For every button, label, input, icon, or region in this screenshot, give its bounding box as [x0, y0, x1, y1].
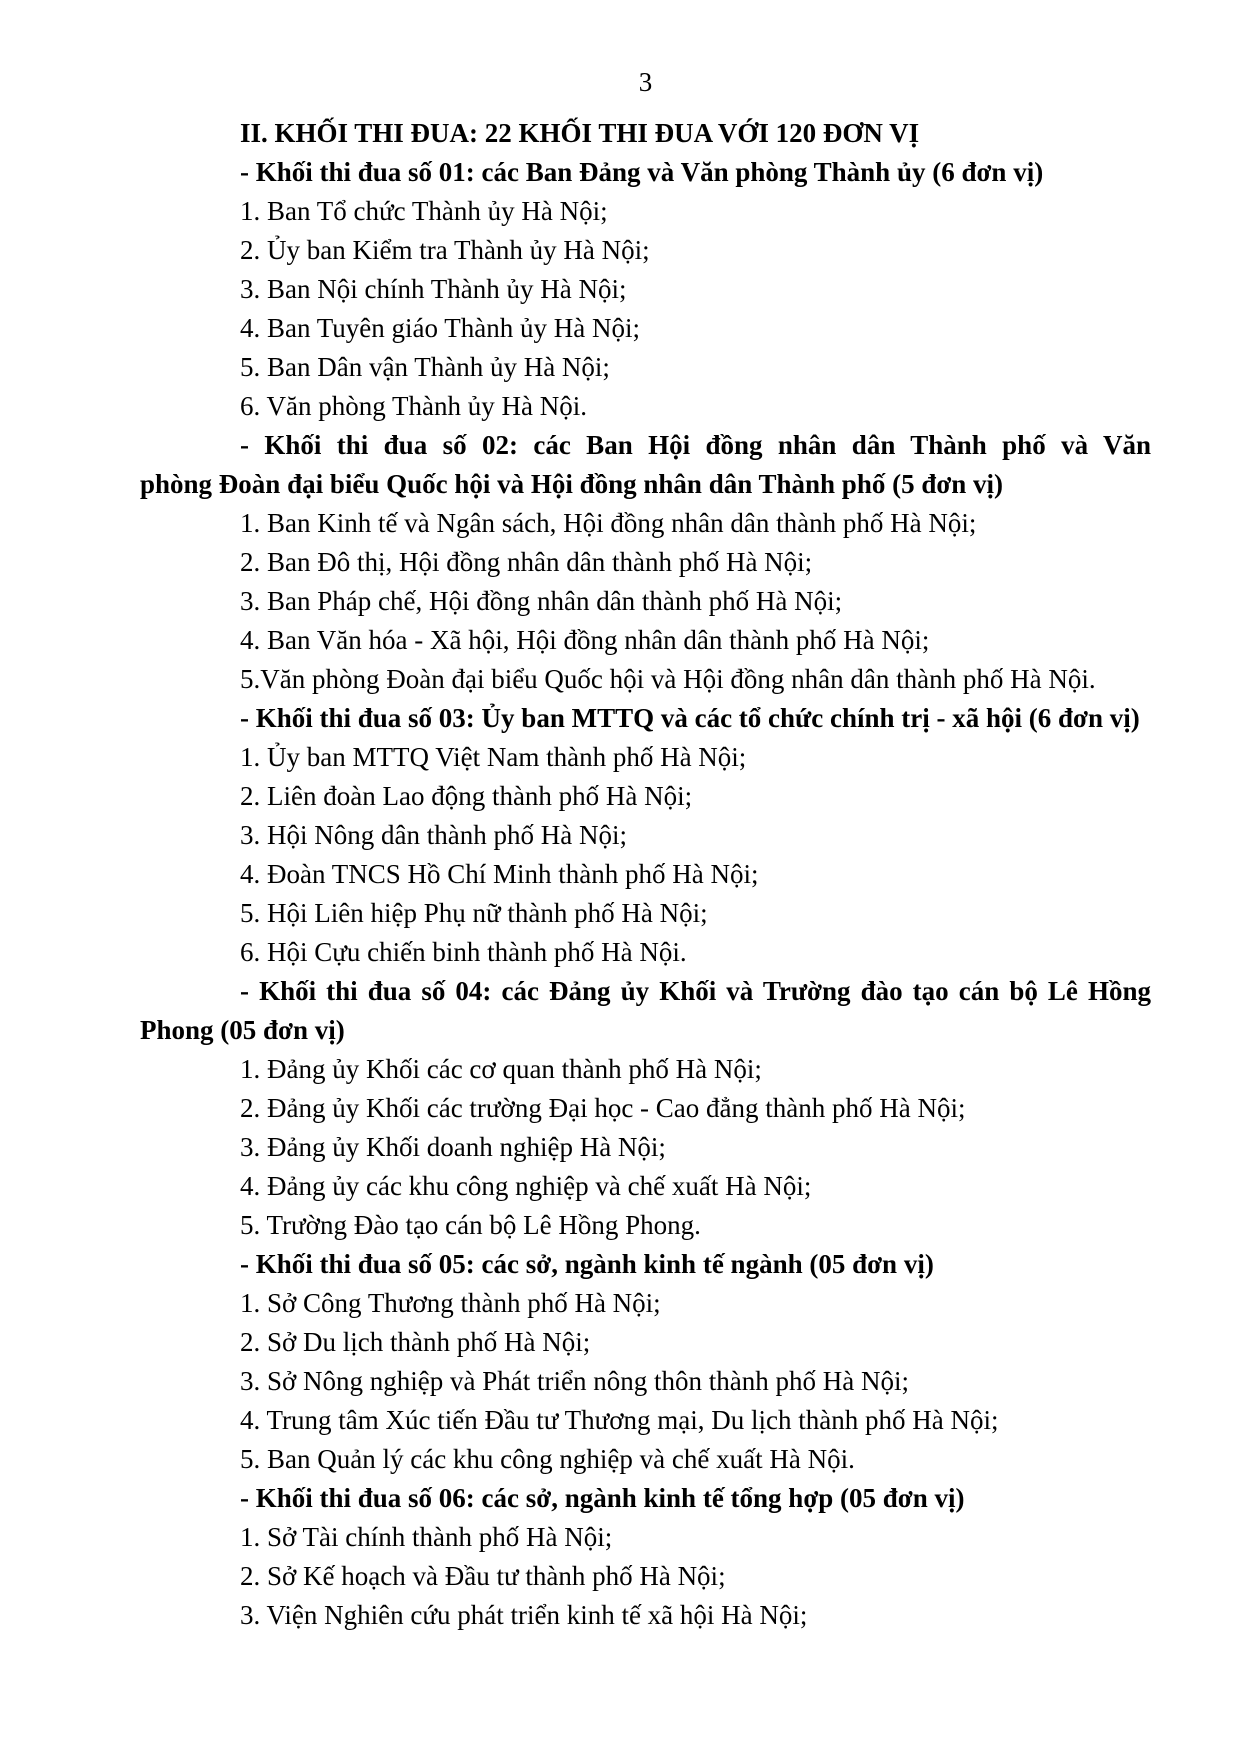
list-item: [140, 1167, 1151, 1206]
page-number: 3: [638, 67, 653, 97]
section-heading: [140, 153, 1151, 192]
list-item: [140, 1518, 1151, 1557]
section-heading: [140, 426, 1151, 504]
section-heading-line: - Khối thi đua số 03: Ủy ban MTTQ và các tổ chức chính trị - xã hội (6 đơn vị): [240, 703, 1140, 733]
list-item-text: 2. Ban Đô thị, Hội đồng nhân dân thành phố Hà Nội;: [240, 547, 813, 577]
section-heading-line: Phong (05 đơn vị): [140, 1015, 345, 1045]
list-item-text: 6. Hội Cựu chiến binh thành phố Hà Nội.: [240, 937, 687, 967]
list-item-text: 3. Đảng ủy Khối doanh nghiệp Hà Nội;: [240, 1132, 666, 1162]
list-item: [140, 1284, 1151, 1323]
section-heading: [140, 972, 1151, 1050]
document-content: [140, 63, 1151, 1635]
section-heading-line: phòng Đoàn đại biểu Quốc hội và Hội đồng nhân dân Thành phố (5 đơn vị): [140, 469, 1004, 499]
list-item: [140, 582, 1151, 621]
list-item: [140, 192, 1151, 231]
list-item: [140, 1362, 1151, 1401]
list-item-text: 2. Sở Kế hoạch và Đầu tư thành phố Hà Nội;: [240, 1561, 726, 1591]
list-item-text: 4. Đảng ủy các khu công nghiệp và chế xuất Hà Nội;: [240, 1171, 812, 1201]
list-item: [140, 309, 1151, 348]
list-item: [140, 504, 1151, 543]
list-item: [140, 1089, 1151, 1128]
list-item-text: 5. Trường Đào tạo cán bộ Lê Hồng Phong.: [240, 1210, 701, 1240]
list-item: [140, 231, 1151, 270]
main-heading-text: II. KHỐI THI ĐUA: 22 KHỐI THI ĐUA VỚI 120 ĐƠN VỊ: [240, 118, 920, 148]
list-item: [140, 621, 1151, 660]
list-item: [140, 348, 1151, 387]
list-item: [140, 738, 1151, 777]
list-item: [140, 777, 1151, 816]
list-item-text: 4. Ban Văn hóa - Xã hội, Hội đồng nhân dân thành phố Hà Nội;: [240, 625, 930, 655]
list-item-text: 5. Hội Liên hiệp Phụ nữ thành phố Hà Nội;: [240, 898, 708, 928]
list-item: [140, 1206, 1151, 1245]
section-heading: [140, 1245, 1151, 1284]
list-item-text: 3. Viện Nghiên cứu phát triển kinh tế xã hội Hà Nội;: [240, 1600, 808, 1630]
sections-container: [140, 153, 1151, 1635]
list-item-text: 4. Trung tâm Xúc tiến Đầu tư Thương mại, Du lịch thành phố Hà Nội;: [240, 1405, 999, 1435]
list-item: [140, 933, 1151, 972]
list-item-text: 4. Ban Tuyên giáo Thành ủy Hà Nội;: [240, 313, 640, 343]
list-item-text: 3. Ban Nội chính Thành ủy Hà Nội;: [240, 274, 627, 304]
list-item-text: 1. Ban Tổ chức Thành ủy Hà Nội;: [240, 196, 608, 226]
list-item-text: 1. Sở Công Thương thành phố Hà Nội;: [240, 1288, 661, 1318]
section-heading-line: - Khối thi đua số 02: các Ban Hội đồng nhân dân Thành phố và Văn: [240, 430, 1151, 460]
list-item-text: 3. Sở Nông nghiệp và Phát triển nông thôn thành phố Hà Nội;: [240, 1366, 909, 1396]
list-item: [140, 894, 1151, 933]
section-heading: [140, 699, 1151, 738]
section-heading-line: - Khối thi đua số 04: các Đảng ủy Khối và Trường đào tạo cán bộ Lê Hồng: [240, 976, 1151, 1006]
list-item: [140, 1440, 1151, 1479]
list-item-text: 3. Ban Pháp chế, Hội đồng nhân dân thành phố Hà Nội;: [240, 586, 843, 616]
list-item: [140, 543, 1151, 582]
list-item: [140, 1323, 1151, 1362]
list-item: [140, 816, 1151, 855]
list-item-text: 2. Ủy ban Kiểm tra Thành ủy Hà Nội;: [240, 235, 650, 265]
list-item-text: 3. Hội Nông dân thành phố Hà Nội;: [240, 820, 627, 850]
list-item-text: 1. Đảng ủy Khối các cơ quan thành phố Hà Nội;: [240, 1054, 762, 1084]
list-item-text: 2. Liên đoàn Lao động thành phố Hà Nội;: [240, 781, 693, 811]
section-heading-line: - Khối thi đua số 05: các sở, ngành kinh tế ngành (05 đơn vị): [240, 1249, 934, 1279]
list-item-text: 5.Văn phòng Đoàn đại biểu Quốc hội và Hội đồng nhân dân thành phố Hà Nội.: [240, 664, 1096, 694]
list-item: [140, 1401, 1151, 1440]
list-item: [140, 855, 1151, 894]
list-item-text: 1. Ban Kinh tế và Ngân sách, Hội đồng nhân dân thành phố Hà Nội;: [240, 508, 977, 538]
list-item-text: 5. Ban Dân vận Thành ủy Hà Nội;: [240, 352, 610, 382]
list-item: [140, 1596, 1151, 1635]
list-item: [140, 1050, 1151, 1089]
list-item-text: 1. Sở Tài chính thành phố Hà Nội;: [240, 1522, 613, 1552]
list-item-text: 1. Ủy ban MTTQ Việt Nam thành phố Hà Nội;: [240, 742, 747, 772]
list-item: [140, 1128, 1151, 1167]
list-item-text: 2. Sở Du lịch thành phố Hà Nội;: [240, 1327, 591, 1357]
list-item-text: 4. Đoàn TNCS Hồ Chí Minh thành phố Hà Nội;: [240, 859, 759, 889]
section-heading-line: - Khối thi đua số 01: các Ban Đảng và Văn phòng Thành ủy (6 đơn vị): [240, 157, 1044, 187]
list-item-text: 6. Văn phòng Thành ủy Hà Nội.: [240, 391, 587, 421]
list-item-text: 2. Đảng ủy Khối các trường Đại học - Cao đẳng thành phố Hà Nội;: [240, 1093, 966, 1123]
list-item: [140, 1557, 1151, 1596]
section-heading: [140, 1479, 1151, 1518]
list-item: [140, 660, 1151, 699]
list-item: [140, 270, 1151, 309]
section-heading-line: - Khối thi đua số 06: các sở, ngành kinh tế tổng hợp (05 đơn vị): [240, 1483, 965, 1513]
main-heading: [140, 114, 1151, 153]
list-item: [140, 387, 1151, 426]
list-item-text: 5. Ban Quản lý các khu công nghiệp và chế xuất Hà Nội.: [240, 1444, 855, 1474]
